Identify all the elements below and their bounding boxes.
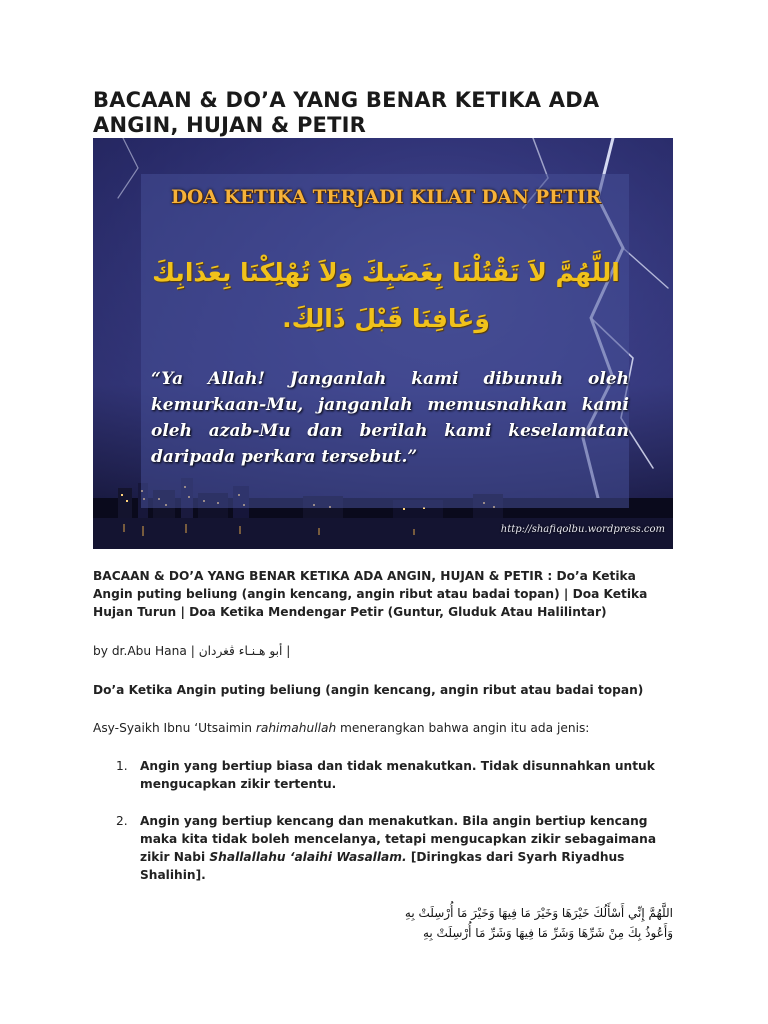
doa-arabic-line-1: اللَّهُمَّ إِنِّي أَسْأَلُكَ خَيْرَهَا وَخَيْرَ مَا فِيهَا وَخَيْرَ مَا أُرْسِلَتْ بِهِ (404, 906, 673, 920)
image-watermark: http://shafiqolbu.wordpress.com (500, 524, 665, 535)
para-text-before: Asy-Syaikh Ibnu ‘Utsaimin (93, 721, 256, 735)
list-item-text: Angin yang bertiup kencang dan menakutkan. Bila angin bertiup kencang maka kita tidak boleh mencelanya, tetapi mengucapkan zikir sebagaimana zikir Nabi (140, 814, 657, 864)
author-byline: by dr.Abu Hana | أبو هـنـاء ڤغردان | (93, 644, 291, 658)
list-item (93, 812, 675, 884)
list-item-text: Angin yang bertiup biasa dan tidak menakutkan. Tidak disunnahkan untuk mengucapkan zikir tertentu. (140, 759, 655, 791)
article (93, 88, 675, 943)
image-arabic-doa: اللَّهُمَّ لاَ تَقْتُلْنَا بِغَضَبِكَ وَلاَ تُهْلِكْنَا بِعَذَابِكَ وَعَافِنَا قَبْلَ ذَالِكَ. (152, 258, 620, 333)
section-heading: Do’a Ketika Angin puting beliung (angin kencang, angin ribut atau badai topan) (93, 683, 644, 697)
wind-types-intro (93, 719, 675, 737)
list-number: 1. (116, 759, 128, 773)
list-item (93, 757, 675, 793)
para-text-after: menerangkan bahwa angin itu ada jenis: (336, 721, 590, 735)
list-item-text-after: [Diringkas dari Syarh Riyadhus Shalihin]. (140, 850, 625, 882)
list-number: 2. (116, 814, 128, 828)
wind-types-list (93, 757, 675, 884)
image-translation: “Ya Allah! Janganlah kami dibunuh oleh kemurkaan-Mu, janganlah memusnahkan kami oleh azab-Mu dan berilah kami keselamatan daripada perkara tersebut.” (151, 369, 629, 467)
para-italic: rahimahullah (255, 721, 337, 735)
doa-arabic-line-2: وَأَعُوذُ بِكَ مِنْ شَرِّهَا وَشَرِّ مَا فِيهَا وَشَرِّ مَا أُرْسِلَتْ بِهِ (422, 926, 673, 940)
page-title: BACAAN & DO’A YANG BENAR KETIKA ADA ANGIN, HUJAN & PETIR (93, 88, 600, 137)
image-headline: DOA KETIKA TERJADI KILAT DAN PETIR (170, 187, 601, 208)
list-item-italic: Shallallahu ‘alaihi Wasallam. (209, 850, 407, 864)
doa-image (93, 138, 673, 549)
intro-paragraph: BACAAN & DO’A YANG BENAR KETIKA ADA ANGIN, HUJAN & PETIR : Do’a Ketika Angin puting beliung (angin kencang, angin ribut atau badai topan) | Doa Ketika Hujan Turun | Doa Ketika Mendengar Petir (Guntur, Gluduk Atau Halilintar) (93, 569, 648, 619)
